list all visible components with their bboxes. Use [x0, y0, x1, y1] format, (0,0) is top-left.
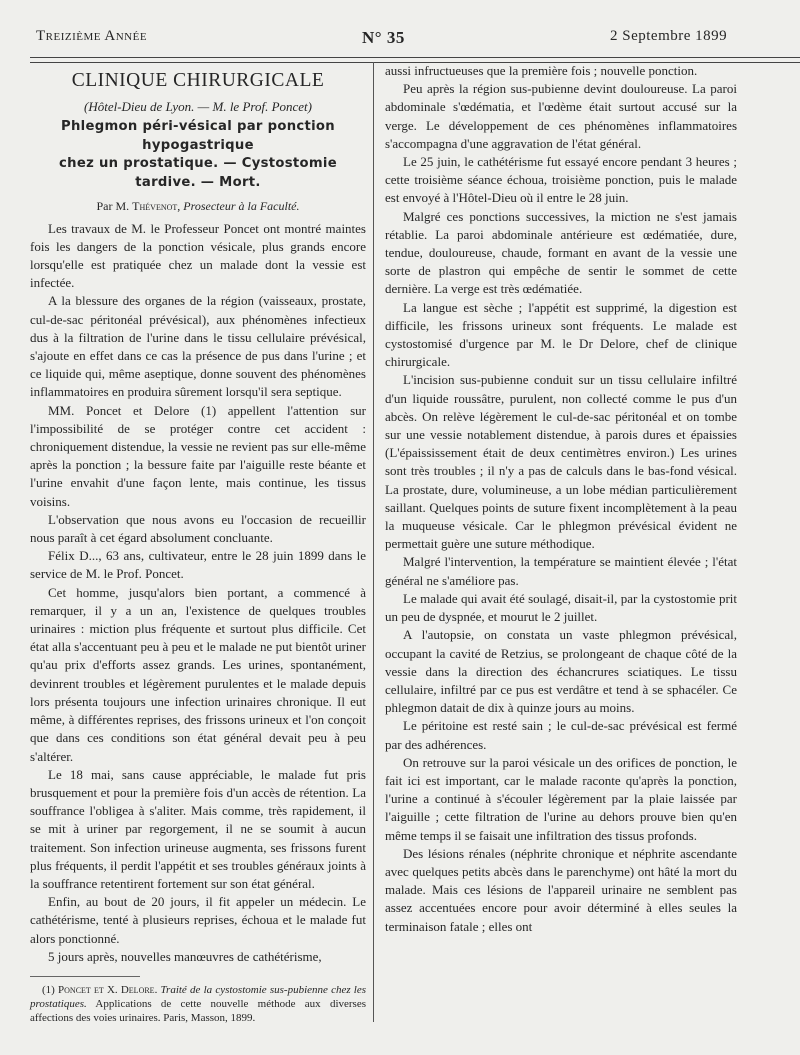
byline-author: Thévenot, [132, 199, 181, 214]
article-title-line: tardive. — Mort. [135, 174, 261, 190]
paragraph: Le 25 juin, le cathétérisme fut essayé encore pendant 3 heures ; cette troisième séance échoua, troisième ponction, puis le malade est envoyé à l'Hôtel-Dieu où il entre le 28 juin. [385, 154, 737, 206]
footnote-title: Traité de la cystostomie sus-pubienne chez les prostatiques. [30, 983, 367, 1010]
paragraph: Le péritoine est resté sain ; le cul-de-sac prévésical est fermé par des adhérences. [385, 718, 737, 752]
footnote-details: Applications de cette nouvelle méthode aux diverses affections des voies urinaires. Paris, Masson, 1899. [30, 997, 366, 1024]
article-title [30, 118, 366, 192]
paragraph-continuation: aussi infructueuses que la première fois ; nouvelle ponction. [385, 63, 698, 78]
footnote-number: (1) [42, 983, 55, 996]
paragraph: Le 18 mai, sans cause appréciable, le malade fut pris brusquement et pour la première fois d'un accès de rétention. La souffrance l'obligea à s'aliter. Mais comme, très rapidement, il se mit à uriner par regorgement, il ne se soumit à aucun traitement. Son infection urineuse augmenta, ses frissons furent plus fréquents, il perdit l'appétit et ses troubles généraux joints à la souffrance retentirent fortement sur son état général. [30, 766, 366, 891]
paragraph: Les travaux de M. le Professeur Poncet ont montré maintes fois les dangers de la ponction vésicale, plus grands encore lorsqu'elle est pratiquée chez un malade dont la vessie est infectée. [30, 220, 366, 291]
footnote [30, 983, 366, 1025]
paragraph: Peu après la région sus-pubienne devint douloureuse. La paroi abdominale s'œdématia, et l'œdème était surtout accusé sur la verge. Le développement de ces phénomènes inflammatoires s'accompagna d'une aggravation de l'état général. [385, 81, 737, 151]
header-date: 2 Septembre 1899 [610, 28, 728, 44]
paragraph: Malgré ces ponctions successives, la miction ne s'est jamais rétablie. La paroi abdominale antérieure est œdématiée, dure, tendue, douloureuse, chaude, formant en avant de la vessie une sorte de plastron qui empêche de sentir le sommet de cette dernière. La verge est très œdématiée. [385, 208, 737, 297]
section-title: CLINIQUE CHIRURGICALE [71, 69, 325, 92]
header-issue-number: N° 35 [362, 28, 405, 47]
paragraph: Enfin, au bout de 20 jours, il fit appeler un médecin. Le cathétérisme, tenté à plusieurs reprises, échoua et le malade fut alors ponctionné. [30, 894, 366, 946]
paragraph: Malgré l'intervention, la température se maintient élevée ; l'état général ne s'améliore pas. [385, 554, 737, 588]
byline-par: Par M. [96, 199, 130, 214]
paragraph: Des lésions rénales (néphrite chronique et néphrite ascendante avec quelques petits abcès dans le parenchyme) ont hâté la mort du malade. Mais ces lésions de l'appareil urinaire ne semblent pas assez accentuées encore pour avoir déterminé à elles seules la terminaison fatale ; elles ont [385, 845, 737, 934]
header-rule-thick [30, 57, 800, 58]
byline [30, 197, 366, 215]
footnote-authors: Poncet et X. Delore. [58, 983, 158, 996]
paragraph: L'observation que nous avons eu l'occasion de recueillir nous paraît à cet égard absolument concluante. [30, 511, 366, 546]
paragraph: La langue est sèche ; l'appétit est supprimé, la digestion est difficile, les frissons urineux sont fréquents. Le malade est cystostomisé d'urgence par M. le Dr Delore, chef de clinique chirurgicale. [385, 299, 737, 370]
paragraph: On retrouve sur la paroi vésicale un des orifices de ponction, le fait ici est important, car le malade raconte qu'après la ponction, l'urine a continué à s'écouler légèrement par la plaie laissée par l'aiguille ; cette filtration de l'urine au dehors prouve bien qu'en même temps il se faisait une infiltration des tissus profonds. [385, 754, 737, 843]
left-column [30, 62, 366, 1025]
paragraph: A l'autopsie, on constata un vaste phlegmon prévésical, occupant la cavité de Retzius, se prolongeant de chaque côté de la vessie dans la direction des échancrures sciatiques. Le tissu cellulaire, infiltré par ce pus est verdâtre et tend à se sphacéler. Ce phlegmon datait de dix à quinze jours au moins. [385, 627, 737, 716]
paragraph: Félix D..., 63 ans, cultivateur, entre le 28 juin 1899 dans le service de M. le Prof. Poncet. [30, 548, 366, 582]
byline-role: Prosecteur à la Faculté. [183, 199, 300, 214]
paragraph: Le malade qui avait été soulagé, disait-il, par la cystostomie prit un peu de dyspnée, et mourut le 2 juillet. [385, 590, 737, 625]
right-column [385, 62, 737, 936]
paragraph: A la blessure des organes de la région (vaisseaux, prostate, cul-de-sac péritonéal prévésical), aux phénomènes infectieux dus à la filtration de l'urine dans le tissu cellulaire prévésical, s'ajoute en effet dans ce cas la présence de pus dans l'urine ; et ce liquide qui, même aseptique, donne souvent des phénomènes inflammatoires en produira sûrement lorsqu'il sera septique. [30, 293, 366, 400]
column-separator [373, 62, 374, 1022]
article-title-line: chez un prostatique. — Cystostomie [59, 156, 337, 172]
paragraph: Cet homme, jusqu'alors bien portant, a commencé à remarquer, il y a un an, l'existence de quelques troubles urinaires : miction plus fréquente et surtout plus difficile. Cet état alla s'accentuant peu à peu et le malade ne put bientôt uriner qu'au prix d'efforts assez grands. Les urines, spontanément, devinrent troubles et légèrement purulentes et le malade depuis lors présenta toujours une infection urinaires chronique. Il eut même, à différentes reprises, des frissons urineux et l'on conçoit que dans ces conditions son état général devait peu à peu s'altérer. [30, 584, 366, 764]
article-title-line: Phlegmon péri-vésical par ponction hypogastrique [61, 119, 335, 153]
header-volume: Treizième Année [36, 28, 148, 44]
location-line: (Hôtel-Dieu de Lyon. — M. le Prof. Poncet) [83, 99, 312, 115]
paragraph: L'incision sus-pubienne conduit sur un tissu cellulaire infiltré d'un liquide roussâtre, purulent, non collecté comme le pus d'un abcès. On relève légèrement le cul-de-sac péritonéal et on tombe sur une vessie notablement distendue, à parois dures et épaissies (L'épaississement était de deux centimètres environ.) Les urines sont très troubles ; il n'y a pas de calculs dans le bas-fond vésical. La prostate, dure, volumineuse, a un lobe médian particulièrement saillant. Quelques points de suture fixent incomplètement à la peau la muqueuse vésicale. Car le phlegmon prévésical évident ne permettait guère une suture méthodique. [385, 372, 737, 552]
footnote-rule [30, 976, 140, 977]
paragraph: MM. Poncet et Delore (1) appellent l'attention sur l'impossibilité de se protéger contre cet accident : chroniquement distendue, la vessie ne revient pas sur elle-même après la ponction ; la bessure faite par l'aiguille reste béante et l'urine envahit d'une façon lente, mais continue, les tissus voisins. [30, 402, 366, 509]
paragraph: 5 jours après, nouvelles manœuvres de cathétérisme, [48, 948, 322, 964]
